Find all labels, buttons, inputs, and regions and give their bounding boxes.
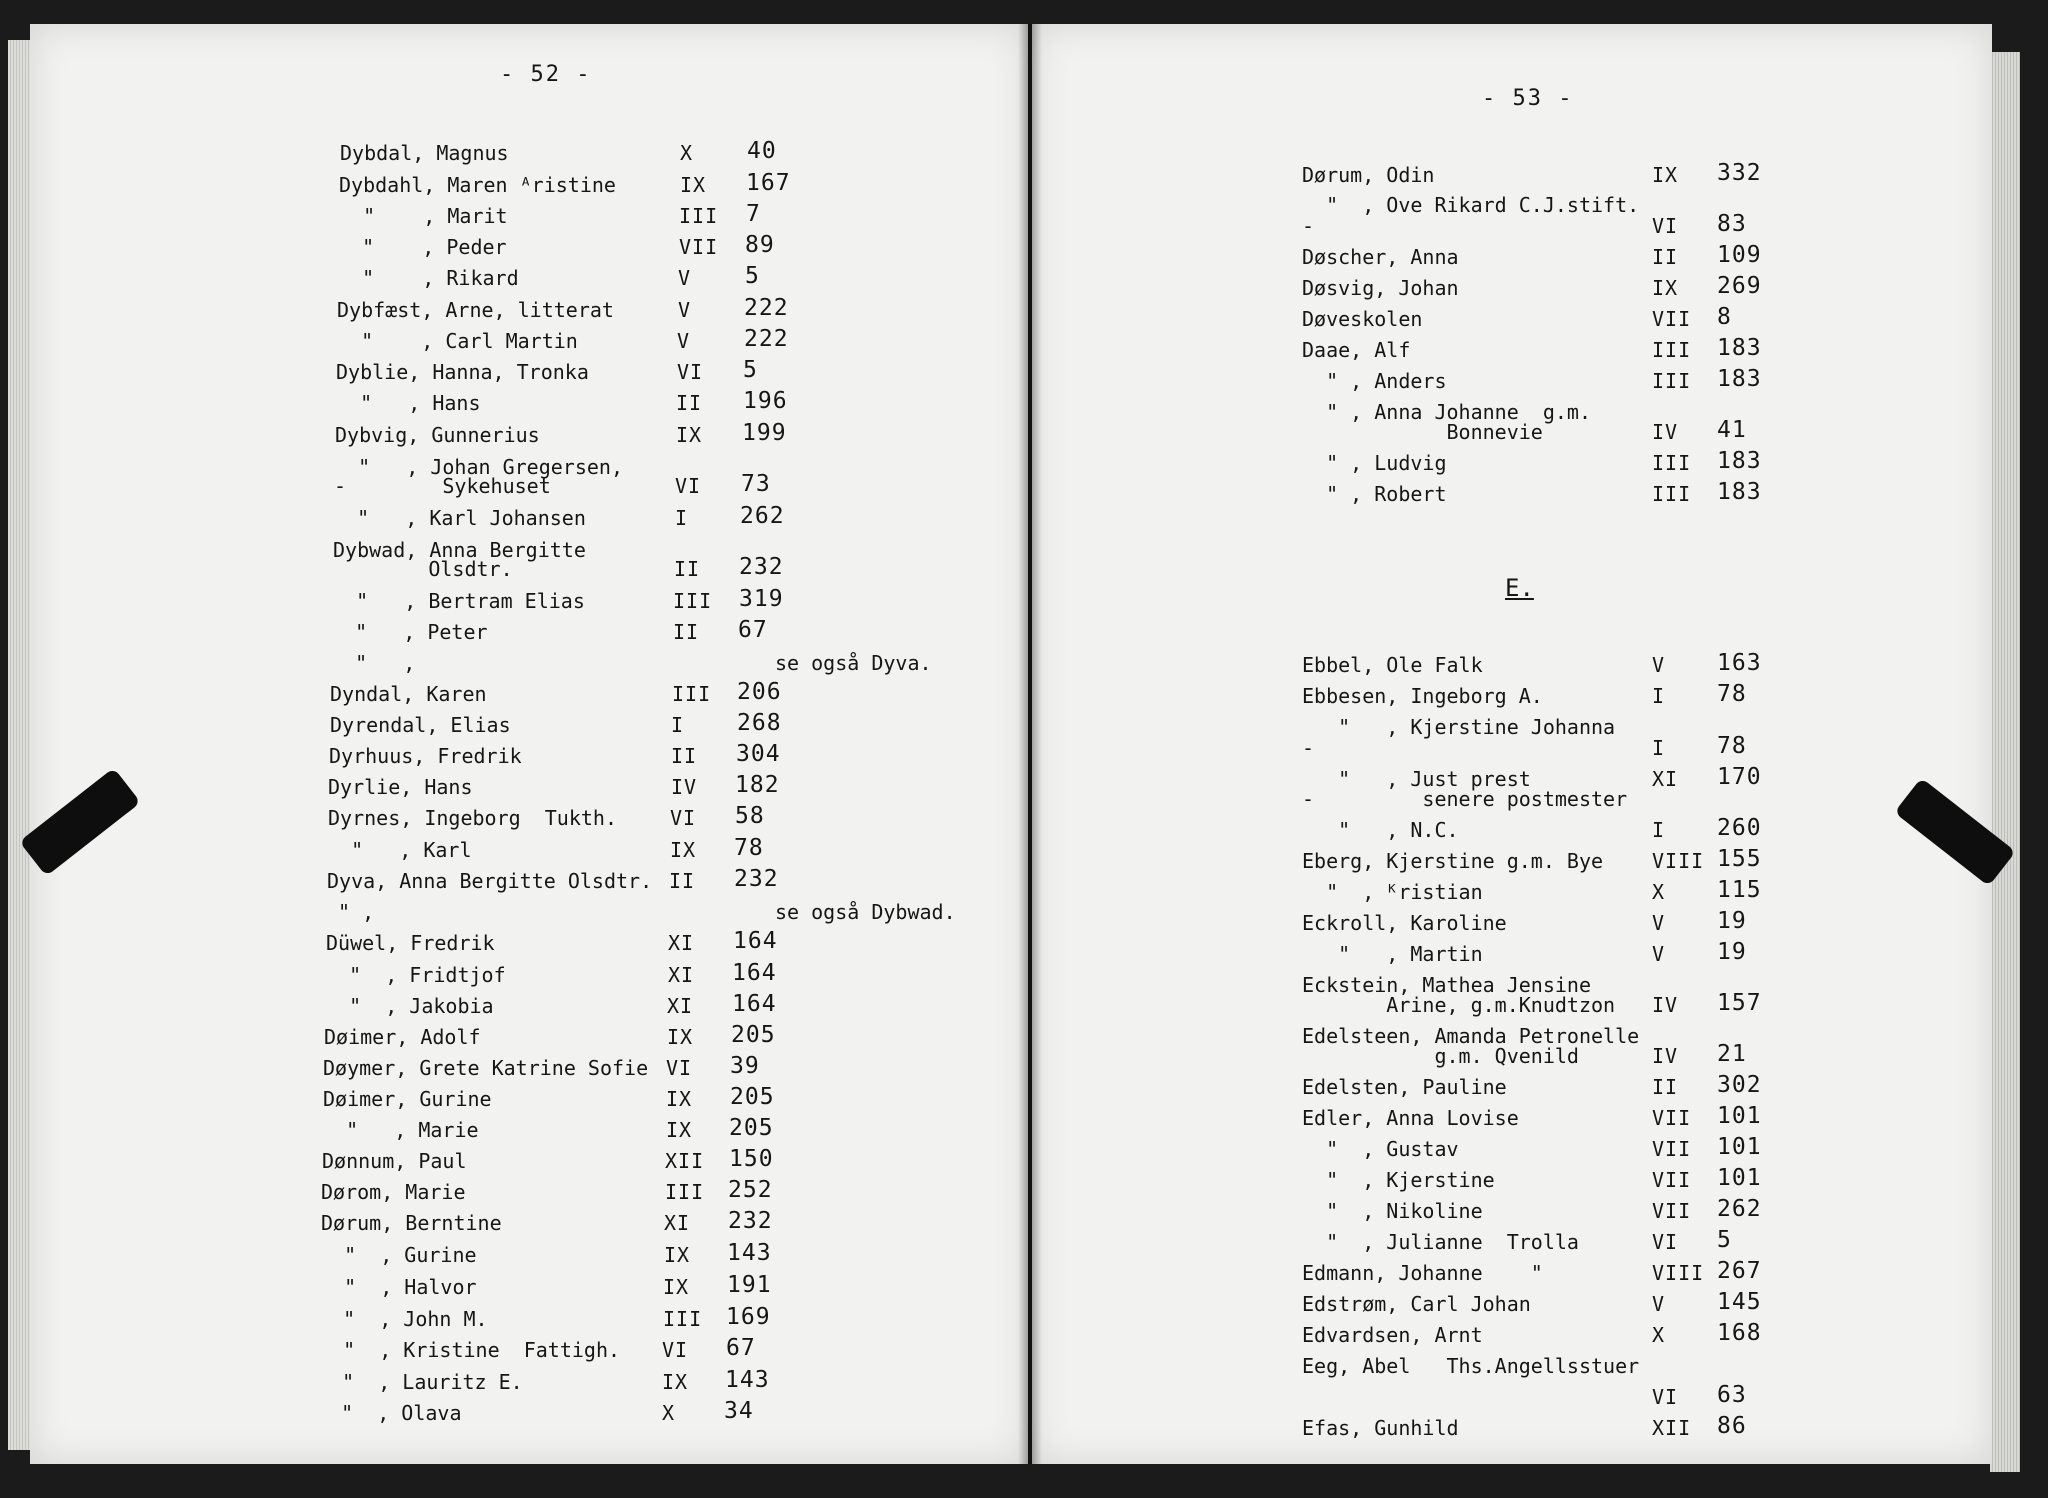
entry-page: 41 bbox=[1717, 417, 1747, 443]
entry-page: 157 bbox=[1717, 990, 1762, 1016]
entry-volume: II bbox=[1652, 245, 1679, 269]
entry-page: 101 bbox=[1717, 1165, 1762, 1191]
entry-page: 143 bbox=[727, 1240, 772, 1266]
entry-volume: X bbox=[1652, 1323, 1666, 1347]
entry-note: se også Dyva. bbox=[775, 651, 932, 675]
entry-page: 205 bbox=[730, 1084, 775, 1110]
entry-volume: III bbox=[1652, 451, 1692, 475]
right-page-edges bbox=[1990, 52, 2020, 1472]
entry-name: Daae, Alf bbox=[1302, 338, 1411, 362]
entry-name: Dyndal, Karen bbox=[330, 682, 487, 706]
entry-volume: I bbox=[1652, 684, 1666, 708]
entry-name: Dørum, Odin bbox=[1302, 163, 1435, 187]
entry-page: 252 bbox=[728, 1177, 773, 1203]
entry-volume: IV bbox=[1652, 420, 1679, 444]
entry-name: " , Ludvig bbox=[1302, 451, 1447, 475]
entry-volume: VII bbox=[1652, 1106, 1692, 1130]
entry-page: 191 bbox=[727, 1272, 772, 1298]
entry-page: 89 bbox=[745, 232, 775, 258]
right-entries-e bbox=[1032, 24, 1992, 1464]
entry-volume: X bbox=[680, 141, 694, 165]
entry-page: 40 bbox=[747, 138, 777, 164]
entry-page: 150 bbox=[729, 1146, 774, 1172]
entry-name: Dyrendal, Elias bbox=[330, 713, 511, 737]
entry-volume: V bbox=[678, 298, 692, 322]
entry-name: Efas, Gunhild bbox=[1302, 1416, 1459, 1440]
entry-volume: IX bbox=[1652, 276, 1679, 300]
entry-name: " , Kristine Fattigh. bbox=[319, 1338, 621, 1362]
entry-page: 34 bbox=[724, 1398, 754, 1424]
entry-volume: VIII bbox=[1652, 849, 1705, 873]
entry-page: 205 bbox=[731, 1022, 776, 1048]
entry-page: 7 bbox=[746, 201, 761, 227]
book-spine bbox=[1018, 24, 1042, 1464]
entry-volume: IX bbox=[664, 1243, 691, 1267]
entry-volume: II bbox=[673, 620, 700, 644]
entry-name: " , N.C. bbox=[1302, 818, 1459, 842]
entry-volume: XI bbox=[667, 994, 694, 1018]
entry-page: 19 bbox=[1717, 939, 1747, 965]
entry-name: Dybvig, Gunnerius bbox=[335, 423, 540, 447]
entry-name: " , bbox=[326, 900, 375, 924]
entry-volume: II bbox=[1652, 1075, 1679, 1099]
entry-volume: I bbox=[1652, 736, 1666, 760]
entry-name: " , Karl Johansen bbox=[333, 506, 586, 530]
entry-name: " , Bertram Elias bbox=[332, 589, 585, 613]
entry-page: 5 bbox=[743, 357, 758, 383]
entry-page: 269 bbox=[1717, 273, 1762, 299]
entry-name: Dyblie, Hanna, Tronka bbox=[336, 360, 589, 384]
left-page-edges bbox=[8, 40, 30, 1450]
page-number: - 52 - bbox=[500, 62, 592, 87]
entry-name: - bbox=[1302, 214, 1315, 238]
entry-page: 199 bbox=[742, 420, 787, 446]
entry-page: 232 bbox=[734, 866, 779, 892]
entry-name: Døymer, Grete Katrine Sofie bbox=[323, 1056, 649, 1080]
entry-page: 19 bbox=[1717, 908, 1747, 934]
entry-name: Ebbel, Ole Falk bbox=[1302, 653, 1483, 677]
entry-volume: XI bbox=[664, 1211, 691, 1235]
entry-name: g.m. Qvenild bbox=[1302, 1044, 1579, 1068]
entry-name: Ebbesen, Ingeborg A. bbox=[1302, 684, 1543, 708]
page-number: - 53 - bbox=[1482, 86, 1574, 111]
entry-page: 183 bbox=[1717, 366, 1762, 392]
entry-page: 101 bbox=[1717, 1103, 1762, 1129]
entry-volume: X bbox=[662, 1401, 676, 1425]
entry-name: Dørum, Berntine bbox=[321, 1211, 502, 1235]
entry-page: 73 bbox=[741, 471, 771, 497]
entry-name: " , Olava bbox=[317, 1401, 462, 1425]
entry-volume: I bbox=[1652, 818, 1666, 842]
entry-volume: V bbox=[1652, 1292, 1666, 1316]
entry-name: Dybdal, Magnus bbox=[340, 141, 509, 165]
entry-volume: XI bbox=[1652, 767, 1679, 791]
entry-name: Dyrlie, Hans bbox=[328, 775, 473, 799]
entry-name: " , Karl bbox=[327, 838, 472, 862]
entry-volume: VI bbox=[1652, 1385, 1679, 1409]
entry-page: 21 bbox=[1717, 1041, 1747, 1067]
entry-volume: IX bbox=[676, 423, 703, 447]
entry-page: 205 bbox=[729, 1115, 774, 1141]
entry-volume: XII bbox=[665, 1149, 705, 1173]
entry-volume: II bbox=[669, 869, 696, 893]
entry-name: Edvardsen, Arnt bbox=[1302, 1323, 1483, 1347]
entry-name: " , Kjerstine bbox=[1302, 1168, 1495, 1192]
entry-name: Dybwad, Anna Bergitte bbox=[333, 538, 586, 562]
entry-volume: IX bbox=[680, 173, 707, 197]
entry-name: Døimer, Adolf bbox=[324, 1025, 481, 1049]
entry-volume: VI bbox=[1652, 214, 1679, 238]
entry-volume: II bbox=[671, 744, 698, 768]
entry-volume: IX bbox=[666, 1118, 693, 1142]
entry-name: " , Hans bbox=[336, 391, 481, 415]
entry-volume: VII bbox=[679, 235, 719, 259]
entry-page: 78 bbox=[1717, 681, 1747, 707]
entry-page: 164 bbox=[732, 991, 777, 1017]
entry-volume: III bbox=[665, 1180, 705, 1204]
entry-page: 182 bbox=[735, 772, 780, 798]
entry-volume: I bbox=[675, 506, 689, 530]
entry-name: Edmann, Johanne " bbox=[1302, 1261, 1543, 1285]
entry-name: Eckstein, Mathea Jensine bbox=[1302, 973, 1591, 997]
entry-page: 67 bbox=[738, 617, 768, 643]
entry-page: 101 bbox=[1717, 1134, 1762, 1160]
entry-page: 319 bbox=[739, 586, 784, 612]
entry-volume: V bbox=[677, 329, 691, 353]
entry-page: 164 bbox=[733, 928, 778, 954]
entry-name: Døscher, Anna bbox=[1302, 245, 1459, 269]
entry-volume: III bbox=[1652, 369, 1692, 393]
entry-name: Düwel, Fredrik bbox=[326, 931, 495, 955]
entry-volume: IX bbox=[667, 1025, 694, 1049]
entry-page: 260 bbox=[1717, 815, 1762, 841]
entry-page: 268 bbox=[737, 710, 782, 736]
entry-page: 145 bbox=[1717, 1289, 1762, 1315]
entry-name: " , Ove Rikard C.J.stift. bbox=[1302, 193, 1640, 217]
entry-page: 232 bbox=[739, 554, 784, 580]
entry-name: " , Just prest bbox=[1302, 767, 1531, 791]
entry-page: 262 bbox=[1717, 1196, 1762, 1222]
entry-volume: VI bbox=[662, 1338, 689, 1362]
entry-volume: VII bbox=[1652, 307, 1692, 331]
left-page bbox=[30, 24, 1028, 1464]
entry-name: " , Carl Martin bbox=[337, 329, 578, 353]
entry-volume: IX bbox=[663, 1275, 690, 1299]
entry-name: " , Jakobia bbox=[325, 994, 494, 1018]
entry-volume: IX bbox=[662, 1370, 689, 1394]
entry-page: 168 bbox=[1717, 1320, 1762, 1346]
entry-name: " , Anders bbox=[1302, 369, 1447, 393]
entry-volume: IX bbox=[670, 838, 697, 862]
entry-page: 58 bbox=[735, 803, 765, 829]
entry-page: 304 bbox=[736, 741, 781, 767]
entry-name: Arine, g.m.Knudtzon bbox=[1302, 993, 1616, 1017]
entry-page: 8 bbox=[1717, 304, 1732, 330]
entry-volume: III bbox=[1652, 338, 1692, 362]
entry-name: " , Nikoline bbox=[1302, 1199, 1483, 1223]
entry-page: 302 bbox=[1717, 1072, 1762, 1098]
entry-page: 206 bbox=[737, 679, 782, 705]
entry-volume: XII bbox=[1652, 1416, 1692, 1440]
entry-volume: V bbox=[678, 266, 692, 290]
entry-volume: II bbox=[676, 391, 703, 415]
entry-volume: VI bbox=[1652, 1230, 1679, 1254]
entry-page: 183 bbox=[1717, 479, 1762, 505]
entry-name: " , Martin bbox=[1302, 942, 1483, 966]
entry-page: 169 bbox=[726, 1304, 771, 1330]
entry-volume: VII bbox=[1652, 1137, 1692, 1161]
right-page bbox=[1032, 24, 1992, 1464]
entry-volume: V bbox=[1652, 942, 1666, 966]
entry-name: Dønnum, Paul bbox=[322, 1149, 467, 1173]
entry-name: Døsvig, Johan bbox=[1302, 276, 1459, 300]
entry-page: 143 bbox=[725, 1367, 770, 1393]
entry-volume: III bbox=[663, 1307, 703, 1331]
entry-volume: XI bbox=[668, 931, 695, 955]
entry-name: Dybfæst, Arne, litterat bbox=[337, 298, 614, 322]
entry-name: Eberg, Kjerstine g.m. Bye bbox=[1302, 849, 1604, 873]
entry-name: " , Lauritz E. bbox=[318, 1370, 523, 1394]
entry-name: " , Peter bbox=[331, 620, 488, 644]
entry-name: Eeg, Abel Ths.Angellsstuer bbox=[1302, 1354, 1640, 1378]
entry-name: " , Marit bbox=[339, 204, 508, 228]
entry-page: 109 bbox=[1717, 242, 1762, 268]
entry-volume: V bbox=[1652, 653, 1666, 677]
entry-name: - bbox=[1302, 736, 1315, 760]
entry-page: 170 bbox=[1717, 764, 1762, 790]
entry-volume: IX bbox=[1652, 163, 1679, 187]
entry-volume: IV bbox=[1652, 1044, 1679, 1068]
entry-page: 39 bbox=[730, 1053, 760, 1079]
entry-name: - Sykehuset bbox=[334, 474, 551, 498]
entry-page: 167 bbox=[746, 170, 791, 196]
entry-name: Døimer, Gurine bbox=[323, 1087, 492, 1111]
entry-name: Dybdahl, Maren ᴬristine bbox=[339, 173, 616, 197]
entry-volume: IV bbox=[671, 775, 698, 799]
entry-name: " , Anna Johanne g.m. bbox=[1302, 400, 1591, 424]
entry-name: Dørom, Marie bbox=[321, 1180, 466, 1204]
entry-page: 163 bbox=[1717, 650, 1762, 676]
entry-name: " , Julianne Trolla bbox=[1302, 1230, 1579, 1254]
entry-name: Edelsteen, Amanda Petronelle bbox=[1302, 1024, 1640, 1048]
entry-page: 222 bbox=[744, 295, 789, 321]
entry-volume: III bbox=[1652, 482, 1692, 506]
entry-page: 164 bbox=[732, 960, 777, 986]
entry-page: 115 bbox=[1717, 877, 1762, 903]
entry-name: " , John M. bbox=[319, 1307, 488, 1331]
entry-name: " , Marie bbox=[322, 1118, 479, 1142]
entry-page: 222 bbox=[744, 326, 789, 352]
entry-volume: V bbox=[1652, 911, 1666, 935]
entry-note: se også Dybwad. bbox=[775, 900, 956, 924]
entry-name: " , ᴷristian bbox=[1302, 880, 1483, 904]
entry-page: 155 bbox=[1717, 846, 1762, 872]
entry-name: Døveskolen bbox=[1302, 307, 1423, 331]
entry-page: 262 bbox=[740, 503, 785, 529]
entry-name: Dyva, Anna Bergitte Olsdtr. bbox=[327, 869, 653, 893]
entry-name: " , bbox=[331, 651, 416, 675]
entry-name: Dyrhuus, Fredrik bbox=[329, 744, 522, 768]
entry-volume: XI bbox=[668, 963, 695, 987]
entry-name: Bonnevie bbox=[1302, 420, 1543, 444]
entry-volume: III bbox=[672, 682, 712, 706]
entry-name: - senere postmester bbox=[1302, 787, 1628, 811]
entry-name: " , Peder bbox=[338, 235, 507, 259]
left-entries bbox=[30, 24, 1028, 1464]
entry-name: Dyrnes, Ingeborg Tukth. bbox=[328, 806, 617, 830]
entry-name: Edler, Anna Lovise bbox=[1302, 1106, 1519, 1130]
entry-page: 86 bbox=[1717, 1413, 1747, 1439]
section-letter: E. bbox=[1505, 574, 1534, 602]
entry-page: 332 bbox=[1717, 160, 1762, 186]
entry-volume: I bbox=[671, 713, 685, 737]
entry-name: " , Halvor bbox=[320, 1275, 477, 1299]
entry-volume: VIII bbox=[1652, 1261, 1705, 1285]
entry-name: " , Fridtjof bbox=[325, 963, 506, 987]
entry-volume: IV bbox=[1652, 993, 1679, 1017]
entry-page: 5 bbox=[1717, 1227, 1732, 1253]
entry-page: 183 bbox=[1717, 335, 1762, 361]
entry-volume: IX bbox=[666, 1087, 693, 1111]
entry-page: 67 bbox=[726, 1335, 756, 1361]
entry-page: 232 bbox=[728, 1208, 773, 1234]
entry-name: " , Johan Gregersen, bbox=[334, 455, 623, 479]
entry-name: " , Gustav bbox=[1302, 1137, 1459, 1161]
entry-page: 83 bbox=[1717, 211, 1747, 237]
entry-name: Olsdtr. bbox=[332, 557, 513, 581]
entry-name: " , Rikard bbox=[338, 266, 519, 290]
entry-name: " , Kjerstine Johanna bbox=[1302, 715, 1616, 739]
entry-page: 196 bbox=[743, 388, 788, 414]
entry-volume: VI bbox=[666, 1056, 693, 1080]
entry-page: 63 bbox=[1717, 1382, 1747, 1408]
entry-volume: II bbox=[674, 557, 701, 581]
entry-name: " , Gurine bbox=[320, 1243, 477, 1267]
entry-name: Eckroll, Karoline bbox=[1302, 911, 1507, 935]
entry-page: 183 bbox=[1717, 448, 1762, 474]
entry-page: 78 bbox=[1717, 733, 1747, 759]
entry-volume: VII bbox=[1652, 1168, 1692, 1192]
entry-name: Edelsten, Pauline bbox=[1302, 1075, 1507, 1099]
entry-page: 5 bbox=[745, 263, 760, 289]
entry-volume: III bbox=[679, 204, 719, 228]
entry-volume: VI bbox=[675, 474, 702, 498]
entry-volume: VI bbox=[670, 806, 697, 830]
entry-volume: X bbox=[1652, 880, 1666, 904]
entry-volume: III bbox=[673, 589, 713, 613]
entry-page: 267 bbox=[1717, 1258, 1762, 1284]
entry-name: Edstrøm, Carl Johan bbox=[1302, 1292, 1531, 1316]
entry-page: 78 bbox=[734, 835, 764, 861]
entry-name: " , Robert bbox=[1302, 482, 1447, 506]
entry-volume: VII bbox=[1652, 1199, 1692, 1223]
entry-volume: VI bbox=[677, 360, 704, 384]
